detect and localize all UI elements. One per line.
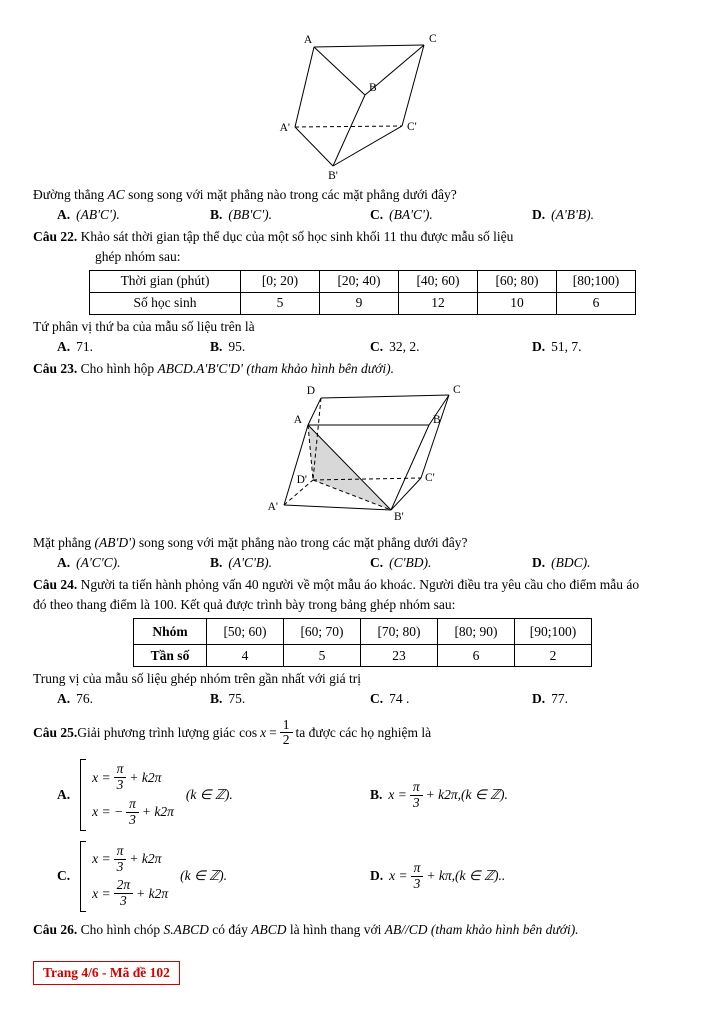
q24-option-a: [57, 691, 210, 707]
q23-intro: [33, 360, 692, 379]
q24-options: [57, 691, 692, 707]
left-bracket: [80, 759, 86, 830]
option-letter: D.: [532, 554, 546, 570]
q22-label: Câu 22.: [33, 228, 78, 244]
option-text: (A'B'B).: [551, 206, 595, 222]
q25-intro-text2: ta được các họ nghiệm là: [295, 724, 432, 740]
q22-option-d: [532, 339, 692, 355]
fig2-label-Cp: C': [424, 472, 435, 485]
table-cell: 12: [399, 292, 478, 314]
table-row: [90, 292, 636, 314]
option-letter: A.: [57, 690, 71, 706]
q23-option-a: [57, 555, 210, 571]
q22-option-c: [370, 339, 532, 355]
q25-cos: cos: [239, 724, 258, 740]
page-footer-badge: [33, 961, 180, 985]
q23-intro-note: (tham khảo hình bên dưới).: [242, 360, 394, 376]
fig2-label-Ap: A': [267, 501, 278, 514]
option-letter: B.: [210, 206, 223, 222]
q24-question: Trung vị của mẫu số liệu ghép nhóm trên gần nhất với giá trị: [33, 671, 361, 686]
q25-option-a: [57, 758, 370, 831]
table-cell: 5: [241, 292, 320, 314]
option-text: 32, 2.: [389, 338, 420, 354]
option-text: 51, 7.: [551, 338, 582, 354]
fig1-label-Bp: B': [327, 170, 338, 182]
q25-option-c: [57, 840, 370, 913]
q24-label: Câu 24.: [33, 576, 78, 592]
q23-intro-text: Cho hình hộp: [77, 360, 158, 376]
option-letter: B.: [210, 338, 223, 354]
case-equation: x = $\frac{\pi}{3}$ + k2π: [92, 842, 162, 874]
q24-intro-text: Người ta tiến hành phỏng vấn 40 người về một mẫu áo khoác. Người điều tra yêu cầu cho điểm mẫu áo: [77, 576, 640, 592]
q22-question: Tứ phân vị thứ ba của mẫu số liệu trên là: [33, 318, 255, 334]
table-cell: [20; 40): [320, 270, 399, 292]
fraction: $\frac{\pi}{3}$: [126, 797, 139, 828]
fig2-label-D: D: [306, 385, 315, 398]
q24-option-c: [370, 691, 532, 707]
option-letter: A.: [57, 787, 71, 802]
option-letter: A.: [57, 206, 71, 222]
figure-q23-box: [263, 380, 463, 530]
table-cell: 10: [478, 292, 557, 314]
q24-table: [133, 618, 592, 667]
fig2-label-A: A: [293, 414, 302, 427]
q21-question-part: Đường thẳng: [33, 187, 108, 202]
option-letter: B.: [210, 690, 223, 706]
q23-question-math: (AB'D'): [94, 535, 136, 551]
fig1-label-Cp: C': [406, 121, 417, 133]
table-cell: Thời gian (phút): [90, 270, 241, 292]
q25-intro-text: Giải phương trình lượng giác: [77, 724, 236, 740]
q23-question-part: song song với mặt phẳng nào trong các mặt phẳng dưới đây?: [135, 535, 468, 551]
option-letter: D.: [532, 206, 546, 222]
table-cell: [0; 20): [241, 270, 320, 292]
q25-c-cases: [92, 840, 168, 913]
option-letter: C.: [370, 554, 384, 570]
q23-intro-math: ABCD.A'B'C'D': [157, 360, 243, 376]
option-text: 75.: [228, 690, 246, 706]
q23-option-b: [210, 555, 370, 571]
fraction: $\frac{\pi}{3}$: [410, 780, 423, 811]
table-cell: 9: [320, 292, 399, 314]
q21-question: [33, 186, 692, 205]
table-cell: 6: [438, 645, 515, 667]
q22-option-b: [210, 339, 370, 355]
option-letter: A.: [57, 554, 71, 570]
q22-intro-text: Khảo sát thời gian tập thể dục của một số học sinh khối 11 thu được mẫu số liệu: [77, 228, 514, 244]
q22-options: [57, 339, 692, 355]
option-letter: D.: [370, 868, 384, 884]
option-letter: D.: [532, 338, 546, 354]
option-letter: B.: [370, 787, 383, 802]
case-equation: x = $\frac{\pi}{3}$ + k2π: [92, 761, 162, 793]
fraction: $\frac{2\pi}{3}$: [114, 878, 134, 909]
table-cell: [90;100): [515, 619, 592, 645]
table-cell: Số học sinh: [90, 292, 241, 314]
option-letter: C.: [370, 690, 384, 706]
q21-question-part: song song với mặt phẳng nào trong các mặt phẳng dưới đây?: [124, 187, 457, 202]
q25-option-b: B. x = $\frac{\pi}{3}$ + k2π,(k ∈ ℤ).: [370, 778, 508, 810]
option-letter: B.: [210, 554, 223, 570]
option-text: (A'C'B).: [228, 554, 273, 570]
fraction-numerator: 1: [280, 718, 293, 734]
q26-intro: Câu 26. Cho hình chóp S.ABCD có đáy ABCD là hình thang với AB//CD (tham khảo hình bên dưới).: [33, 922, 579, 938]
table-cell: [50; 60): [207, 619, 284, 645]
q22-table: [89, 270, 636, 315]
q21-question-math: AC: [107, 187, 125, 202]
fraction-denominator: 2: [282, 732, 290, 748]
q24-intro-line1: [33, 576, 692, 595]
option-text: (BB'C').: [228, 206, 273, 222]
fig1-label-Ap: A': [279, 122, 290, 134]
q25-c-suffix: (k ∈ ℤ).: [180, 868, 228, 884]
table-cell: 4: [207, 645, 284, 667]
table-row: [90, 270, 636, 292]
q21-option-d: [532, 207, 692, 223]
q22-intro-text2: ghép nhóm sau:: [95, 249, 181, 265]
q22-intro-line1: [33, 228, 692, 247]
fraction: [280, 718, 293, 749]
option-letter: C.: [57, 868, 71, 884]
q23-option-c: [370, 555, 532, 571]
fig2-label-C: C: [452, 384, 461, 397]
case-equation: x = − $\frac{\pi}{3}$ + k2π: [92, 796, 174, 827]
q23-question: [33, 534, 692, 553]
q21-option-b: [210, 207, 370, 223]
option-text: (BA'C').: [389, 206, 433, 222]
q24-option-d: [532, 691, 692, 707]
option-letter: C.: [370, 338, 384, 354]
footer-text: Trang 4/6 - Mã đề 102: [43, 965, 170, 980]
table-row: [134, 645, 592, 667]
option-text: 95.: [228, 338, 246, 354]
option-text: (BDC).: [551, 554, 591, 570]
q24-intro-line2: [33, 596, 692, 615]
table-cell: Nhóm: [134, 619, 207, 645]
table-row: [134, 619, 592, 645]
fig1-label-C: C: [428, 33, 437, 45]
fraction: $\frac{\pi}{3}$: [411, 861, 424, 892]
table-cell: [80;100): [557, 270, 636, 292]
table-cell: 6: [557, 292, 636, 314]
q25-a-suffix: (k ∈ ℤ).: [185, 787, 233, 802]
q23-question-part: Mặt phẳng: [33, 535, 95, 551]
q23-option-d: [532, 555, 692, 571]
option-text: (C'BD).: [389, 554, 432, 570]
option-text: 77.: [551, 690, 568, 706]
q22-intro-line2: [95, 248, 692, 267]
figure-q21-prism: [278, 30, 448, 182]
option-text: (AB'C').: [76, 206, 120, 222]
q25-options-row-ab: [57, 758, 692, 831]
table-cell: 5: [284, 645, 361, 667]
table-cell: Tần số: [134, 645, 207, 667]
q22-option-a: [57, 339, 210, 355]
q26-label: Câu 26.: [33, 922, 78, 938]
option-text: 74 .: [389, 690, 410, 706]
left-bracket: [80, 841, 86, 912]
fig1-label-A: A: [303, 34, 312, 46]
table-cell: [60; 70): [284, 619, 361, 645]
fig2-label-Bp: B': [393, 511, 404, 524]
q25-option-d: D. x = $\frac{\pi}{3}$ + kπ,(k ∈ ℤ)..: [370, 860, 506, 891]
q25-label: Câu 25.: [33, 724, 78, 740]
q23-options: [57, 555, 692, 571]
q25-var: x: [260, 724, 267, 740]
case-equation: x = $\frac{2\pi}{3}$ + k2π: [92, 877, 169, 909]
q25-intro: [33, 718, 431, 749]
fig2-label-Dp: D': [296, 474, 307, 487]
q21-option-a: [57, 207, 210, 223]
table-cell: [70; 80): [361, 619, 438, 645]
q25-options-row-cd: [57, 840, 692, 913]
q21-option-c: [370, 207, 532, 223]
option-letter: A.: [57, 338, 71, 354]
q23-label: Câu 23.: [33, 360, 78, 376]
q25-eq: =: [269, 724, 277, 740]
table-cell: 2: [515, 645, 592, 667]
option-letter: D.: [532, 690, 546, 706]
fig1-label-B: B: [368, 82, 377, 94]
table-cell: [40; 60): [399, 270, 478, 292]
fraction: $\frac{\pi}{3}$: [114, 844, 127, 875]
option-text: 71.: [76, 338, 93, 354]
fig2-label-B: B: [432, 414, 441, 427]
q25-a-cases: [92, 758, 174, 831]
q21-options: [57, 207, 692, 223]
table-cell: 23: [361, 645, 438, 667]
option-text: 76.: [76, 690, 93, 706]
option-text: (A'C'C).: [76, 554, 121, 570]
table-cell: [80; 90): [438, 619, 515, 645]
q24-intro-text2: đó theo thang điểm là 100. Kết quả được trình bày trong bảng ghép nhóm sau:: [33, 597, 456, 613]
table-cell: [60; 80): [478, 270, 557, 292]
q24-option-b: [210, 691, 370, 707]
fraction: $\frac{\pi}{3}$: [114, 762, 127, 793]
option-letter: C.: [370, 206, 384, 222]
